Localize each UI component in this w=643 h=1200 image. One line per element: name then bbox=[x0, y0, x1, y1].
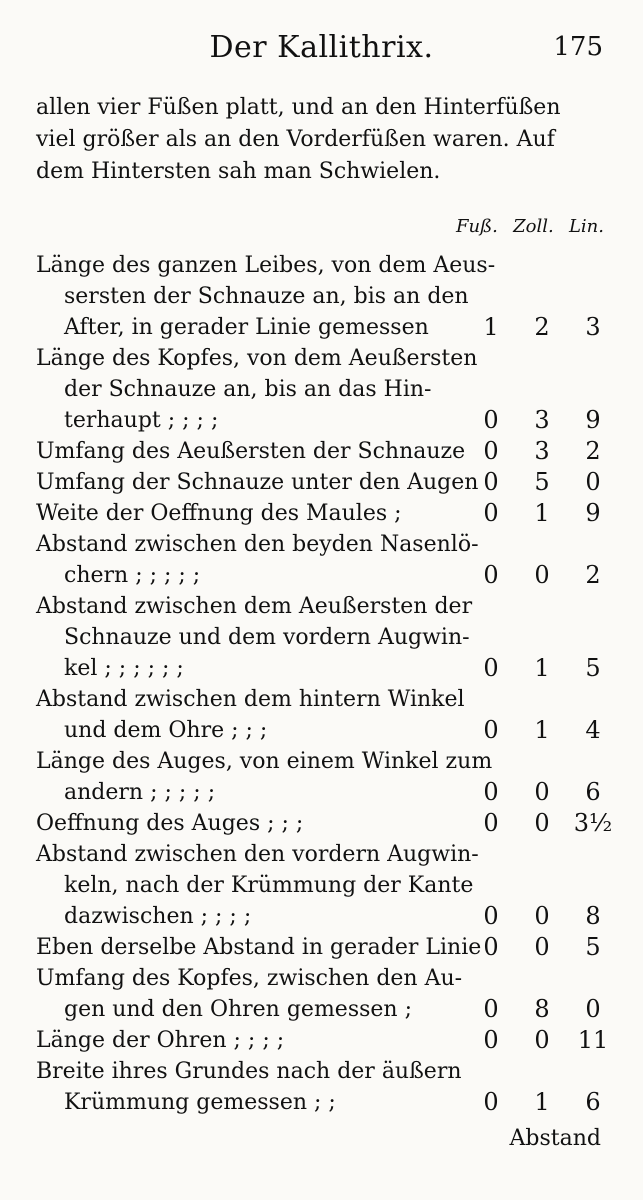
measurement-label bbox=[36, 498, 456, 529]
column-header-zoll: Zoll. bbox=[513, 216, 554, 237]
value-fuss: 0 bbox=[483, 1026, 499, 1054]
value-zoll: 0 bbox=[534, 561, 550, 589]
value-fuss: 0 bbox=[483, 933, 499, 961]
value-lin: 4 bbox=[585, 716, 601, 744]
measurement-label-line: dazwischen ; ; ; ; bbox=[64, 904, 252, 929]
measurement-values bbox=[471, 994, 613, 1025]
measurement-label-line: kel ; ; ; ; ; ; bbox=[64, 656, 184, 681]
value-fuss: 0 bbox=[483, 809, 499, 837]
measurement-values bbox=[471, 312, 613, 343]
measurement-values bbox=[471, 1087, 613, 1118]
value-zoll: 0 bbox=[534, 933, 550, 961]
value-lin: 2 bbox=[585, 437, 601, 465]
intro-line: viel größer als an den Vorderfüßen waren. Auf bbox=[36, 127, 555, 152]
value-fuss: 0 bbox=[483, 902, 499, 930]
measurement-label-line: der Schnauze an, bis an das Hin- bbox=[64, 377, 432, 402]
measurement-label bbox=[36, 591, 473, 684]
measurement-label-line: Umfang der Schnauze unter den Augen bbox=[36, 470, 479, 495]
measurement-row bbox=[0, 932, 643, 963]
measurement-label bbox=[36, 467, 479, 498]
measurement-label-line: Länge des ganzen Leibes, von dem Aeus- bbox=[36, 253, 496, 278]
value-zoll: 0 bbox=[534, 902, 550, 930]
value-fuss: 0 bbox=[483, 778, 499, 806]
column-headers bbox=[456, 216, 604, 237]
measurement-label-line: Abstand zwischen dem hintern Winkel bbox=[36, 687, 465, 712]
value-zoll: 0 bbox=[534, 778, 550, 806]
measurement-row bbox=[0, 684, 643, 746]
measurement-row bbox=[0, 591, 643, 684]
value-lin: 6 bbox=[585, 778, 601, 806]
value-lin: 0 bbox=[585, 468, 601, 496]
measurement-label bbox=[36, 932, 482, 963]
measurement-label bbox=[36, 839, 479, 932]
measurement-label-line: sersten der Schnauze an, bis an den bbox=[64, 284, 469, 309]
value-lin: 5 bbox=[585, 654, 601, 682]
measurement-values bbox=[471, 653, 613, 684]
measurement-label bbox=[36, 684, 465, 746]
measurement-values bbox=[471, 901, 613, 932]
measurement-label-line: und dem Ohre ; ; ; bbox=[64, 718, 268, 743]
measurement-label-line: andern ; ; ; ; ; bbox=[64, 780, 216, 805]
measurement-values bbox=[471, 467, 613, 498]
intro-line: dem Hintersten sah man Schwielen. bbox=[36, 159, 441, 184]
measurement-label-line: chern ; ; ; ; ; bbox=[64, 563, 201, 588]
value-fuss: 1 bbox=[483, 313, 499, 341]
measurement-row bbox=[0, 250, 643, 343]
intro-line: allen vier Füßen platt, und an den Hinterfüßen bbox=[36, 95, 561, 120]
value-zoll: 8 bbox=[534, 995, 550, 1023]
measurement-values bbox=[471, 405, 613, 436]
value-zoll: 1 bbox=[534, 716, 550, 744]
value-fuss: 0 bbox=[483, 1088, 499, 1116]
measurement-row bbox=[0, 839, 643, 932]
measurement-label-line: gen und den Ohren gemessen ; bbox=[64, 997, 413, 1022]
measurement-row bbox=[0, 1056, 643, 1118]
measurement-values bbox=[471, 1025, 613, 1056]
value-zoll: 0 bbox=[534, 1026, 550, 1054]
measurement-label bbox=[36, 1056, 462, 1118]
value-zoll: 1 bbox=[534, 499, 550, 527]
measurement-values bbox=[471, 715, 613, 746]
measurement-label bbox=[36, 436, 466, 467]
measurement-row bbox=[0, 467, 643, 498]
value-lin: 2 bbox=[585, 561, 601, 589]
value-fuss: 0 bbox=[483, 716, 499, 744]
value-zoll: 1 bbox=[534, 654, 550, 682]
running-title: Der Kallithrix. bbox=[209, 30, 434, 65]
value-fuss: 0 bbox=[483, 406, 499, 434]
measurement-values bbox=[471, 560, 613, 591]
page-number: 175 bbox=[553, 32, 603, 62]
value-lin: 9 bbox=[585, 406, 601, 434]
value-zoll: 3 bbox=[534, 437, 550, 465]
measurement-label bbox=[36, 529, 479, 591]
measurement-row bbox=[0, 963, 643, 1025]
measurement-label-line: Weite der Oeffnung des Maules ; bbox=[36, 501, 402, 526]
measurement-label-line: Schnauze und dem vordern Augwin- bbox=[64, 625, 470, 650]
value-zoll: 3 bbox=[534, 406, 550, 434]
measurement-label-line: Länge der Ohren ; ; ; ; bbox=[36, 1028, 285, 1053]
measurement-row bbox=[0, 746, 643, 808]
measurement-label bbox=[36, 343, 478, 436]
value-lin: 0 bbox=[585, 995, 601, 1023]
value-fuss: 0 bbox=[483, 437, 499, 465]
intro-paragraph bbox=[36, 92, 604, 188]
column-header-fuss: Fuß. bbox=[456, 216, 498, 237]
value-fuss: 0 bbox=[483, 995, 499, 1023]
measurement-values bbox=[471, 932, 613, 963]
value-zoll: 0 bbox=[534, 809, 550, 837]
measurement-label bbox=[36, 250, 496, 343]
value-lin: 5 bbox=[585, 933, 601, 961]
value-lin: 8 bbox=[585, 902, 601, 930]
measurement-label-line: Länge des Auges, von einem Winkel zum bbox=[36, 749, 493, 774]
measurement-label-line: Eben derselbe Abstand in gerader Linie bbox=[36, 935, 482, 960]
value-fuss: 0 bbox=[483, 468, 499, 496]
measurement-label bbox=[36, 746, 493, 808]
measurement-label-line: keln, nach der Krümmung der Kante bbox=[64, 873, 474, 898]
measurement-label-line: terhaupt ; ; ; ; bbox=[64, 408, 219, 433]
column-header-lin: Lin. bbox=[568, 216, 604, 237]
value-lin: 3½ bbox=[573, 809, 613, 837]
value-zoll: 5 bbox=[534, 468, 550, 496]
measurement-row bbox=[0, 1025, 643, 1056]
measurement-label-line: Abstand zwischen den vordern Augwin- bbox=[36, 842, 479, 867]
value-fuss: 0 bbox=[483, 499, 499, 527]
measurement-label-line: Oeffnung des Auges ; ; ; bbox=[36, 811, 304, 836]
measurement-label-line: Breite ihres Grundes nach der äußern bbox=[36, 1059, 462, 1084]
value-lin: 3 bbox=[585, 313, 601, 341]
measurement-label bbox=[36, 1025, 456, 1056]
measurement-label-line: Umfang des Aeußersten der Schnauze bbox=[36, 439, 466, 464]
measurement-values bbox=[471, 498, 613, 529]
measurement-row bbox=[0, 808, 643, 839]
measurement-row bbox=[0, 529, 643, 591]
measurement-label-line: After, in gerader Linie gemessen bbox=[64, 315, 429, 340]
measurement-row bbox=[0, 436, 643, 467]
measurement-label bbox=[36, 808, 456, 839]
value-fuss: 0 bbox=[483, 561, 499, 589]
value-lin: 6 bbox=[585, 1088, 601, 1116]
measurement-label bbox=[36, 963, 463, 1025]
measurement-values bbox=[471, 436, 613, 467]
catchword: Abstand bbox=[509, 1126, 601, 1151]
value-zoll: 2 bbox=[534, 313, 550, 341]
measurement-label-line: Abstand zwischen den beyden Nasenlö- bbox=[36, 532, 479, 557]
measurement-values bbox=[471, 808, 613, 839]
measurement-label-line: Krümmung gemessen ; ; bbox=[64, 1090, 336, 1115]
measurement-values bbox=[471, 777, 613, 808]
measurement-label-line: Länge des Kopfes, von dem Aeußersten bbox=[36, 346, 478, 371]
value-zoll: 1 bbox=[534, 1088, 550, 1116]
measurement-row bbox=[0, 498, 643, 529]
value-fuss: 0 bbox=[483, 654, 499, 682]
measurement-table bbox=[0, 250, 643, 1118]
measurement-label-line: Abstand zwischen dem Aeußersten der bbox=[36, 594, 473, 619]
measurement-label-line: Umfang des Kopfes, zwischen den Au- bbox=[36, 966, 463, 991]
value-lin: 11 bbox=[577, 1026, 609, 1054]
value-lin: 9 bbox=[585, 499, 601, 527]
measurement-row bbox=[0, 343, 643, 436]
